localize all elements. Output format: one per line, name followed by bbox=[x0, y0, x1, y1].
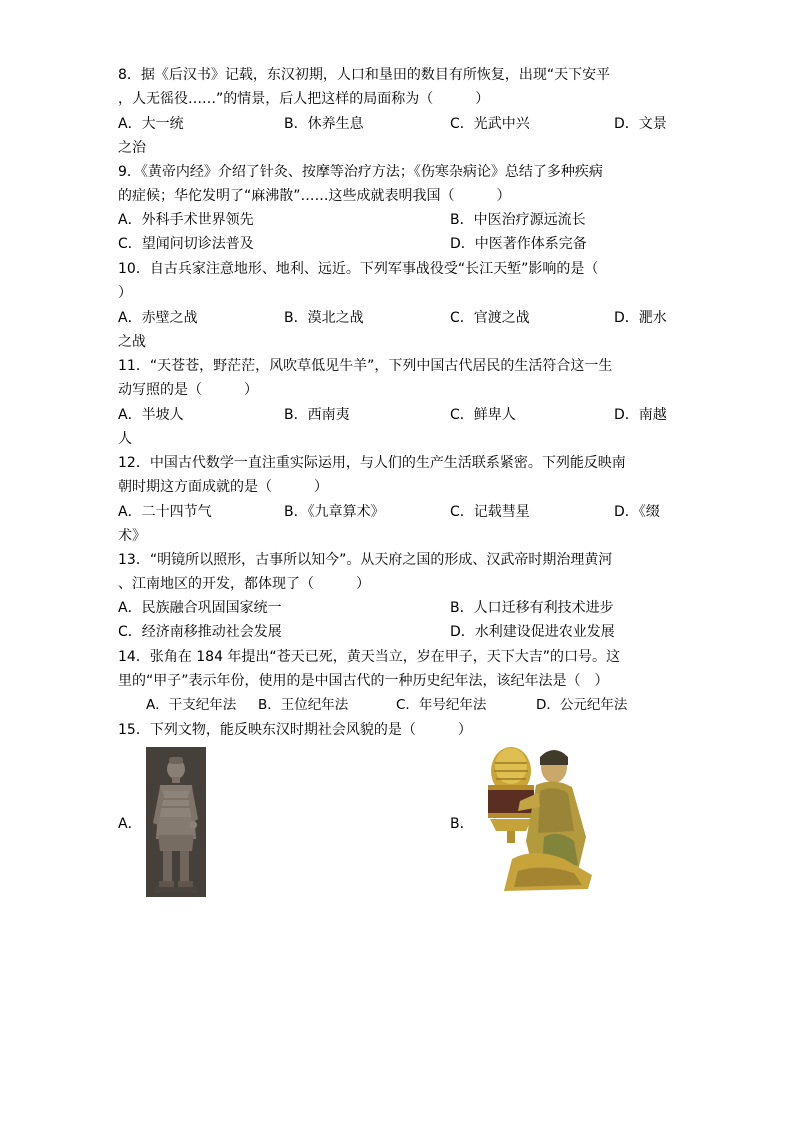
question-9-option-a[interactable]: A．外科手术世界领先 bbox=[118, 212, 254, 228]
question-14-line-1: 14．张角在 184 年提出“苍天已死，黄天当立，岁在甲子，天下大吉”的口号。这 bbox=[118, 649, 620, 665]
question-8-option-b[interactable]: B．休养生息 bbox=[284, 116, 364, 132]
question-13-line-2: 、江南地区的开发，都体现了（ ） bbox=[118, 576, 370, 592]
question-11-option-b[interactable]: B．西南夷 bbox=[284, 407, 350, 423]
question-10-line-1: 10．自古兵家注意地形、地利、远近。下列军事战役受“长江天堑”影响的是（ bbox=[118, 261, 599, 277]
question-12-line-2: 朝时期这方面成就的是（ ） bbox=[118, 479, 328, 495]
question-11-line-1: 11．“天苍苍，野茫茫，风吹草低见牛羊”，下列中国古代居民的生活符合这一生 bbox=[118, 358, 613, 374]
question-12-line-1: 12．中国古代数学一直注重实际运用，与人们的生产生活联系紧密。下列能反映南 bbox=[118, 455, 626, 471]
question-9-option-c[interactable]: C．望闻问切诊法普及 bbox=[118, 236, 254, 252]
question-11-option-d-wrap: 人 bbox=[118, 431, 132, 447]
question-8-option-d[interactable]: D．文景 bbox=[614, 116, 667, 132]
question-13-line-1: 13．“明镜所以照形，古事所以知今”。从天府之国的形成、汉武帝时期治理黄河 bbox=[118, 552, 613, 568]
question-10-option-d[interactable]: D．淝水 bbox=[614, 310, 667, 326]
question-13-option-c[interactable]: C．经济南移推动社会发展 bbox=[118, 624, 282, 640]
question-10-option-b[interactable]: B．漠北之战 bbox=[284, 310, 364, 326]
question-8-line-1: 8．据《后汉书》记载，东汉初期，人口和垦田的数目有所恢复，出现“天下安平 bbox=[118, 67, 611, 83]
question-14-option-d[interactable]: D．公元纪年法 bbox=[536, 697, 628, 713]
question-15-option-a-label[interactable]: A． bbox=[118, 816, 142, 832]
question-10-option-a[interactable]: A．赤壁之战 bbox=[118, 310, 198, 326]
question-9-line-2: 的症候；华佗发明了“麻沸散”……这些成就表明我国（ ） bbox=[118, 188, 511, 204]
gilded-lamp-figure-icon[interactable] bbox=[474, 741, 596, 896]
question-13-option-b[interactable]: B．人口迁移有利技术进步 bbox=[450, 600, 614, 616]
question-12-option-a[interactable]: A．二十四节气 bbox=[118, 504, 212, 520]
question-11-option-c[interactable]: C．鲜卑人 bbox=[450, 407, 516, 423]
question-12-option-d-wrap: 术》 bbox=[118, 528, 146, 544]
question-12-option-b[interactable]: B．《九章算术》 bbox=[284, 504, 385, 520]
question-8-option-a[interactable]: A．大一统 bbox=[118, 116, 184, 132]
question-15-line-1: 15．下列文物，能反映东汉时期社会风貌的是（ ） bbox=[118, 722, 472, 738]
question-10-line-2: ） bbox=[118, 285, 132, 301]
question-14-option-c[interactable]: C．年号纪年法 bbox=[396, 697, 487, 713]
question-8-line-2: ，人无徭役……”的情景，后人把这样的局面称为（ ） bbox=[118, 91, 490, 107]
question-12-option-c[interactable]: C．记载彗星 bbox=[450, 504, 530, 520]
terracotta-warrior-icon[interactable] bbox=[146, 747, 206, 897]
question-12-option-d[interactable]: D．《缀 bbox=[614, 504, 660, 520]
question-9-option-d[interactable]: D．中医著作体系完备 bbox=[450, 236, 587, 252]
question-13-option-a[interactable]: A．民族融合巩固国家统一 bbox=[118, 600, 282, 616]
question-9-line-1: 9．《黄帝内经》介绍了针灸、按摩等治疗方法；《伤寒杂病论》总结了多种疾病 bbox=[118, 164, 603, 180]
question-14-line-2: 里的“甲子”表示年份，使用的是中国古代的一种历史纪年法，该纪年法是（ ） bbox=[118, 673, 609, 689]
question-11-option-a[interactable]: A．半坡人 bbox=[118, 407, 184, 423]
question-11-option-d[interactable]: D．南越 bbox=[614, 407, 667, 423]
question-13-option-d[interactable]: D．水利建设促进农业发展 bbox=[450, 624, 615, 640]
question-14-option-a[interactable]: A．干支纪年法 bbox=[146, 697, 237, 713]
question-8-option-d-wrap: 之治 bbox=[118, 140, 146, 156]
question-9-option-b[interactable]: B．中医治疗源远流长 bbox=[450, 212, 586, 228]
question-15-option-b-label[interactable]: B． bbox=[450, 816, 474, 832]
question-10-option-d-wrap: 之战 bbox=[118, 334, 146, 350]
question-8-option-c[interactable]: C．光武中兴 bbox=[450, 116, 530, 132]
question-11-line-2: 动写照的是（ ） bbox=[118, 382, 258, 398]
question-10-option-c[interactable]: C．官渡之战 bbox=[450, 310, 530, 326]
question-14-option-b[interactable]: B．王位纪年法 bbox=[258, 697, 349, 713]
